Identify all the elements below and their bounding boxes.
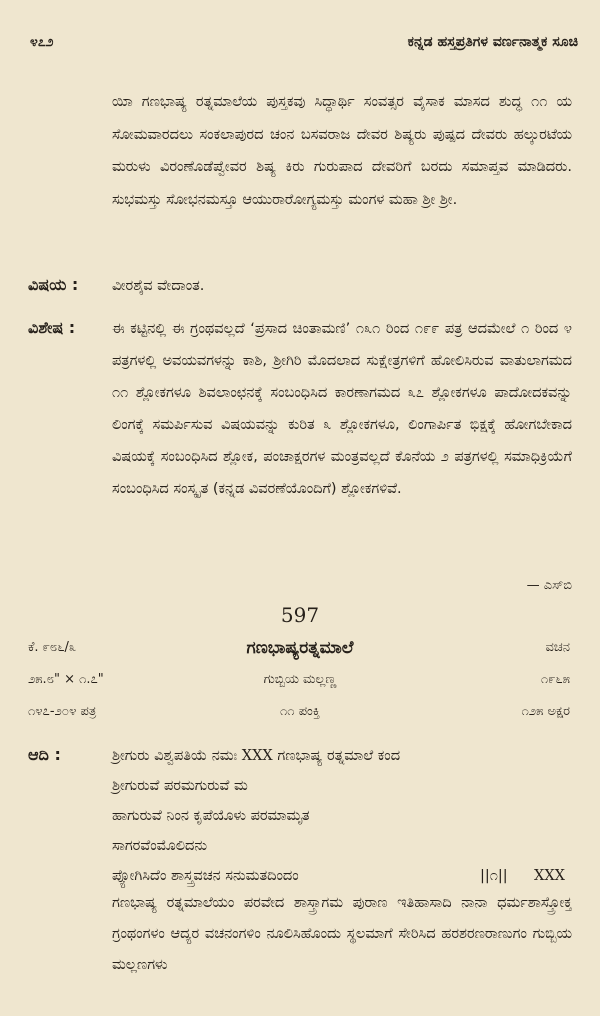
date: ೧೯೬೫	[540, 672, 570, 687]
shelf-mark: ಕೆ. ೯೮೬/೩	[28, 640, 77, 655]
folios: ೧೪೭-೨೦೪ ಪತ್ರ	[28, 704, 97, 719]
special-label: ವಿಶೇಷ :	[28, 318, 76, 337]
running-title: ಕನ್ನಡ ಹಸ್ತಪ್ರತಿಗಳ ವರ್ಣನಾತ್ಮಕ ಸೂಚಿ	[407, 34, 578, 50]
author: ಗುಬ್ಬಿಯ ಮಲ್ಲಣ್ಣ	[263, 672, 337, 687]
ellipsis-mark: XXX	[534, 868, 565, 884]
opening-label: ಆದಿ :	[28, 745, 61, 764]
verse-number: ||೧||	[480, 868, 508, 884]
colophon-paragraph: ಯಿಾ ಗಣಭಾಷ್ಯ ರತ್ನಮಾಲೆಯ ಪುಸ್ತಕವು ಸಿದ್ಧಾರ್ಥಿ ಸಂವತ್ಸರ ವೈಸಾಕ ಮಾಸದ ಶುದ್ಧ ೧೧ ಯ ಸೋಮವಾರದಲು ಸಂಕಲಾಪುರದ ಚಂನ ಬಸವರಾಜ ದೇವರ ಶಿಷ್ಯರು ಪುಷ್ಪದ ದೇವರು ಹಲ್ಕುರಟೆಯ ಮರುಳು ವಿರಂಣೊಡೆಪ್ವೇವರ ಶಿಷ್ಯ ಕಿರು ಗುರುಪಾದ ದೇವರಿಗೆ ಬರದು ಸಮಾಪ್ತವ ಮಾಡಿದರು. ಸುಭಮಸ್ತು ಸೋಭನಮಸ್ತೂ ಆಯುರಾರೋಗ್ಯಮಸ್ತು ಮಂಗಳ ಮಹಾ ಶ್ರೀ ಶ್ರೀ.	[112, 94, 572, 208]
signature: — ಎಸ್‌ಬಿ	[526, 578, 572, 593]
opening-line	[112, 748, 400, 764]
page-number: ೪೭೨	[30, 34, 54, 50]
opening-line: ಸಾಗರವೆಂಮೊಲಿದನು	[112, 838, 208, 854]
opening-line: ಹಾಗುರುವೆ ನಿಂನ ಕೃಪೆಯೊಳು ಪರಮಾಮೃತ	[112, 808, 310, 824]
form: ವಚನ	[545, 640, 570, 655]
work-title: ಗಣಭಾಷ್ಯರತ್ನಮಾಲೆ	[246, 638, 354, 658]
letters-per-line: ೧೨೫ ಅಕ್ಷರ	[521, 704, 570, 719]
ellipsis-mark: XXX	[241, 748, 273, 764]
subject-label: ವಿಷಯ :	[28, 275, 79, 294]
lines-per-page: ೧೧ ಪಂಕ್ತಿ	[280, 704, 320, 719]
entry-number: 597	[280, 603, 320, 627]
opening-line: ಶ್ರೀಗುರುವೆ ಪರಮಗುರುವೆ ಮ	[112, 778, 248, 794]
opening-line-text: ಗಣಭಾಷ್ಯ ರತ್ನಮಾಲೆ ಕಂದ	[277, 748, 401, 764]
size: ೨೫.೮" × ೧.೭"	[28, 672, 104, 687]
opening-prose: ಗಣಭಾಷ್ಯ ರತ್ನಮಾಲೆಯಂ ಪರವೇದ ಶಾಸ್ತ್ರಾಗಮ ಪುರಾಣ ಇತಿಹಾಸಾದಿ ನಾನಾ ಧರ್ಮಶಾಸ್ತ್ರೋಕ್ತ ಗ್ರಂಥಂಗಳಂ ಆದ್ಯರ ವಚನಂಗಳಿಂ ನೂಲಿಸಿಹೊಂದು ಸ್ಥಲಮಾಗೆ ಸೇರಿಸಿದ ಹರಶರಣರಾಣುಗಂ ಗುಬ್ಬಿಯ ಮಲ್ಲಣಗಳು	[112, 895, 572, 973]
opening-line-text: ಶ್ರೀಗುರು ವಿಶ್ವಪತಿಯೆ ನಮಃ	[112, 748, 238, 764]
special-value: ಈ ಕಟ್ಟಿನಲ್ಲಿ ಈ ಗ್ರಂಥವಲ್ಲದೆ ‘ಪ್ರಸಾದ ಚಿಂತಾಮಣಿ’ ೧೩೧ ರಿಂದ ೧೯೯ ಪತ್ರ ಆದಮೇಲೆ ೧ ರಿಂದ ೪ ಪತ್ರಗಳಲ್ಲಿ ಅವಯವಗಳನ್ನು ಕಾಶಿ, ಶ್ರೀಗಿರಿ ಮೊದಲಾದ ಸುಕ್ಷೇತ್ರಗಳಿಗೆ ಹೋಲಿಸಿರುವ ವಾತುಲಾಗಮದ ೧೧ ಶ್ಲೋಕಗಳೂ ಶಿವಲಾಂಛನಕ್ಕೆ ಸಂಬಂಧಿಸಿದ ಕಾರಣಾಗಮದ ೩೭ ಶ್ಲೋಕಗಳೂ ಪಾದೋದಕವನ್ನು ಲಿಂಗಕ್ಕೆ ಸಮರ್ಪಿಸುವ ವಿಷಯವನ್ನು ಕುರಿತ ೩ ಶ್ಲೋಕಗಳೂ, ಲಿಂಗಾರ್ಪಿತ ಭಿಕ್ಷಕ್ಕೆ ಹೋಗಬೇಕಾದ ವಿಷಯಕ್ಕೆ ಸಂಬಂಧಿಸಿದ ಶ್ಲೋಕ, ಪಂಚಾಕ್ಷರಗಳ ಮಂತ್ರವಲ್ಲದೆ ಕೊನೆಯ ೨ ಪತ್ರಗಳಲ್ಲಿ ಸಮಾಧಿಕ್ರಿಯೆಗೆ ಸಂಬಂಧಿಸಿದ ಸಂಸ್ಕೃತ (ಕನ್ನಡ ವಿವರಣೆಯೊಂದಿಗೆ) ಶ್ಲೋಕಗಳಿವೆ.	[112, 321, 572, 497]
opening-line: ಪ್ಯೋಗಿಸಿದೆಂ ಶಾಸ್ತ್ರವಚನ ಸನುಮತದಿಂದಂ	[112, 868, 299, 884]
subject-value: ವೀರಶೈವ ವೇದಾಂತ.	[112, 278, 205, 294]
